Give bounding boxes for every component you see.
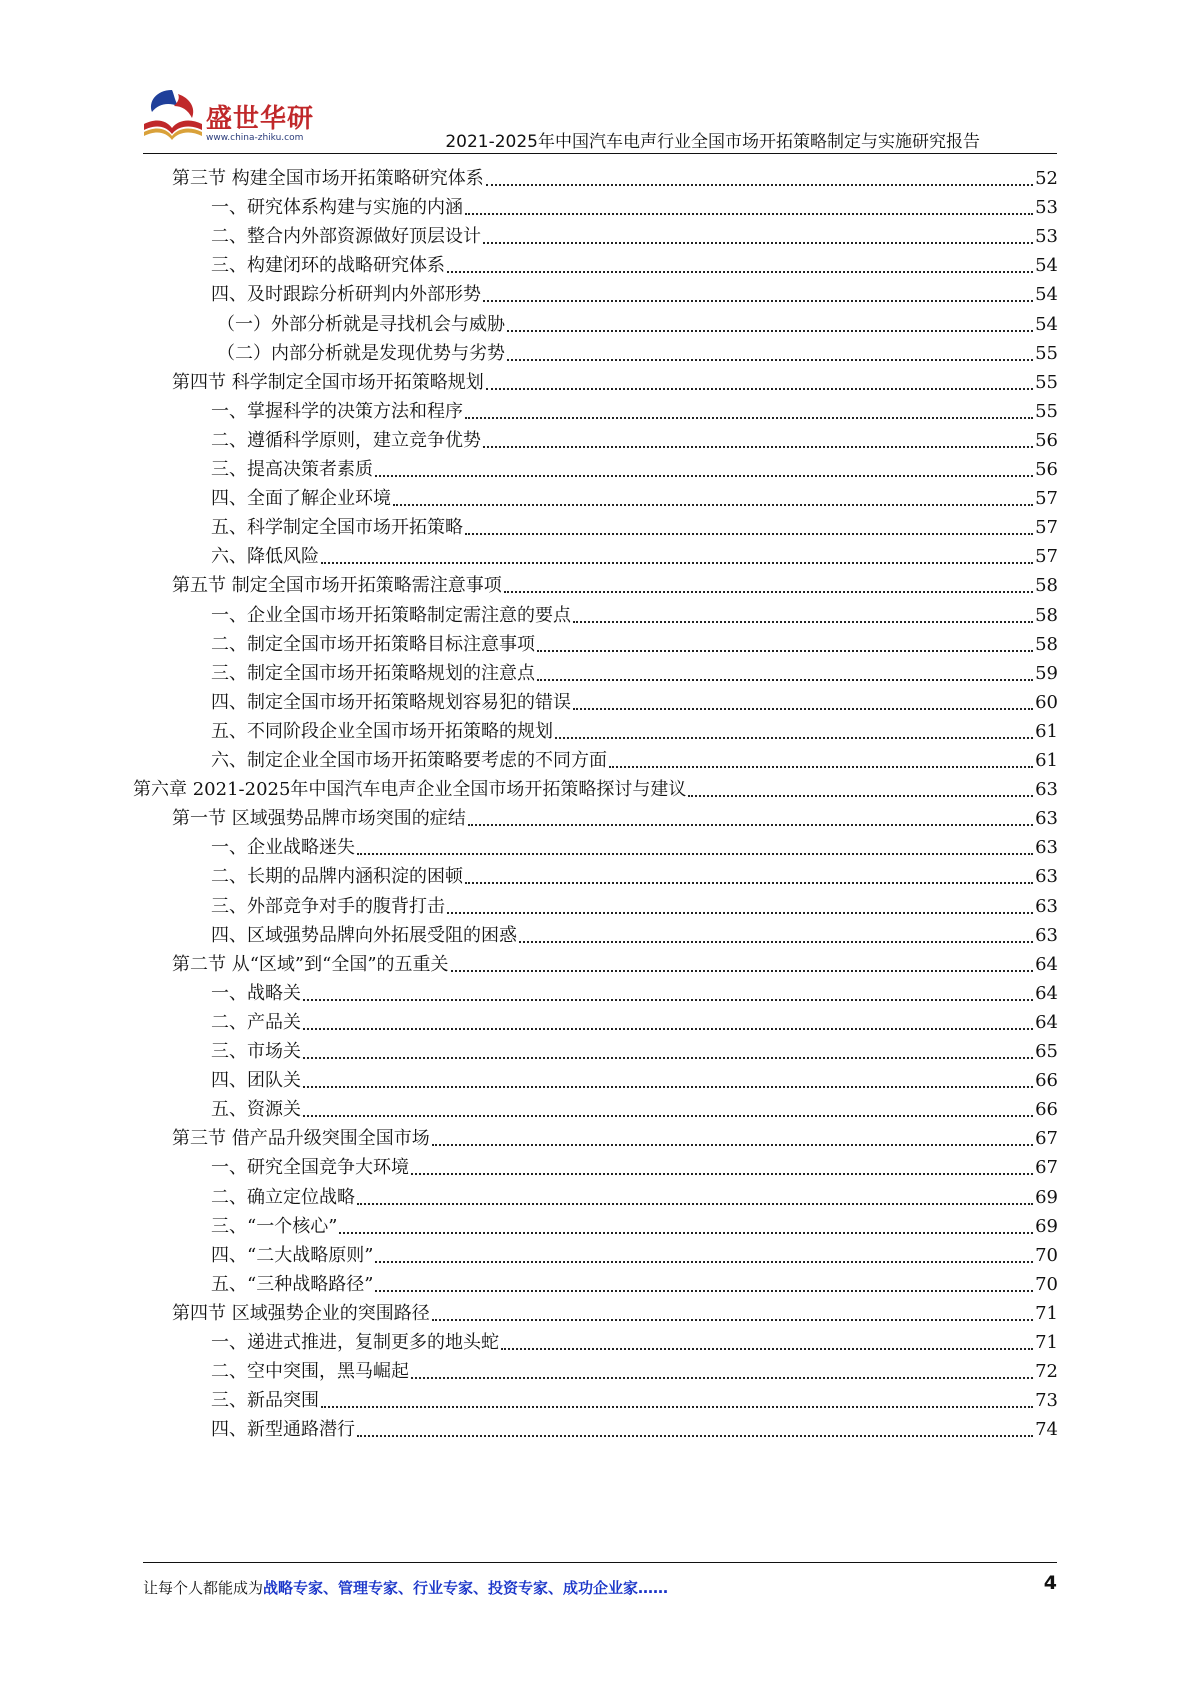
toc-entry-page: 63 [1035,808,1058,830]
toc-leader-dots [688,794,1033,797]
toc-leader-dots [483,241,1033,244]
toc-entry-label: 六、降低风险 [211,546,319,568]
toc-entry-label: 三、新品突围 [211,1390,319,1412]
toc-entry[interactable] [211,1065,1058,1096]
toc-entry-label: 二、制定全国市场开拓策略目标注意事项 [211,633,535,655]
toc-leader-dots [507,358,1033,361]
toc-entry[interactable] [172,163,1058,194]
toc-entry-page: 67 [1035,1157,1058,1179]
toc-entry[interactable] [211,978,1058,1009]
toc-entry[interactable] [172,949,1058,980]
toc-entry-label: 第三节 构建全国市场开拓策略研究体系 [172,168,484,189]
toc-entry-label: 第二节 从“区域”到“全国”的五重关 [172,953,449,975]
toc-leader-dots [609,765,1033,768]
toc-entry[interactable] [211,1327,1058,1358]
toc-entry[interactable] [211,192,1058,223]
toc-leader-dots [555,736,1033,739]
toc-entry[interactable] [211,512,1058,543]
toc-entry[interactable] [211,716,1058,747]
toc-entry[interactable] [172,803,1058,834]
toc-entry[interactable] [211,658,1058,689]
toc-leader-dots [486,183,1033,186]
toc-entry-page: 73 [1035,1390,1058,1412]
toc-entry-label: （一）外部分析就是寻找机会与威胁 [217,313,505,335]
toc-leader-dots [519,940,1033,943]
toc-entry-page: 56 [1035,429,1058,451]
toc-entry-page: 63 [1035,924,1058,946]
toc-leader-dots [447,911,1033,914]
book-logo-icon [138,84,206,144]
toc-entry[interactable] [211,832,1058,863]
toc-entry-label: （二）内部分析就是发现优势与劣势 [217,342,505,364]
toc-entry-label: 三、市场关 [211,1041,301,1062]
toc-entry-page: 63 [1035,895,1058,917]
toc-entry-page: 63 [1035,837,1058,859]
toc-entry-page: 66 [1035,1070,1058,1092]
toc-leader-dots [432,1143,1033,1146]
toc-entry-label: 六、制定企业全国市场开拓策略要考虑的不同方面 [211,750,607,771]
report-title: 2021-2025年中国汽车电声行业全国市场开拓策略制定与实施研究报告 [445,132,980,152]
toc-leader-dots [357,852,1033,855]
toc-entry-label: 四、全面了解企业环境 [211,488,391,510]
toc-entry-page: 61 [1035,750,1058,771]
toc-leader-dots [465,881,1033,884]
toc-entry[interactable] [211,1356,1058,1387]
toc-entry-page: 55 [1035,371,1058,393]
toc-leader-dots [375,1289,1033,1292]
toc-entry-page: 55 [1035,400,1058,422]
toc-leader-dots [303,1027,1033,1030]
toc-entry-label: 第四节 区域强势企业的突围路径 [172,1302,430,1324]
toc-entry-label: 一、研究体系构建与实施的内涵 [211,197,463,219]
toc-entry-page: 61 [1035,720,1058,742]
toc-entry-page: 58 [1035,604,1058,626]
toc-entry-page: 54 [1035,313,1058,335]
header-divider [143,153,1057,154]
toc-leader-dots [321,561,1033,564]
footer-divider [143,1562,1057,1563]
toc-entry[interactable] [172,1298,1058,1329]
company-logo [138,80,318,150]
toc-entry-page: 67 [1035,1128,1058,1150]
toc-entry-label: 第四节 科学制定全国市场开拓策略规划 [172,371,484,393]
toc-leader-dots [303,1114,1033,1117]
toc-entry-label: 四、及时跟踪分析研判内外部形势 [211,284,481,306]
logo-title: 盛世华研 [206,104,315,134]
toc-entry[interactable] [211,1240,1058,1271]
toc-entry-label: 四、新型通路潜行 [211,1419,355,1441]
toc-leader-dots [468,823,1033,826]
toc-entry-page: 57 [1035,517,1058,539]
toc-entry-page: 64 [1035,982,1058,1004]
toc-leader-dots [486,387,1033,390]
toc-entry-page: 57 [1035,488,1058,510]
toc-entry-page: 53 [1035,226,1058,248]
toc-entry[interactable] [211,1007,1058,1038]
footer-slogan [143,1577,668,1598]
toc-entry-label: 一、递进式推进，复制更多的地头蛇 [211,1332,499,1353]
toc-entry-label: 二、确立定位战略 [211,1186,355,1208]
toc-entry[interactable] [211,891,1058,922]
toc-entry-label: 二、长期的品牌内涵积淀的困顿 [211,866,463,888]
toc-leader-dots [447,270,1033,273]
toc-entry-page: 57 [1035,546,1058,568]
toc-leader-dots [375,1260,1033,1263]
toc-entry-page: 52 [1035,168,1058,189]
toc-entry[interactable] [172,367,1058,398]
toc-leader-dots [357,1434,1033,1437]
toc-leader-dots [465,416,1033,419]
toc-entry-page: 54 [1035,255,1058,277]
toc-leader-dots [451,969,1034,972]
toc-entry-label: 一、掌握科学的决策方法和程序 [211,400,463,422]
toc-entry[interactable] [211,1094,1058,1125]
toc-leader-dots [465,212,1033,215]
toc-entry[interactable] [211,483,1058,514]
toc-entry-page: 60 [1035,691,1058,713]
toc-entry[interactable] [211,1385,1058,1416]
toc-entry-label: 第五节 制定全国市场开拓策略需注意事项 [172,575,502,597]
toc-entry-label: 第三节 借产品升级突围全国市场 [172,1128,430,1150]
toc-entry-label: 五、资源关 [211,1099,301,1121]
toc-entry-page: 69 [1035,1215,1058,1237]
toc-entry-label: 一、企业战略迷失 [211,837,355,859]
toc-entry-page: 74 [1035,1419,1058,1441]
toc-leader-dots [321,1405,1033,1408]
toc-entry-page: 63 [1035,779,1058,801]
toc-entry-label: 三、“一个核心” [211,1215,338,1237]
toc-entry[interactable] [211,454,1058,485]
toc-leader-dots [411,1376,1033,1379]
toc-entry[interactable] [211,250,1058,281]
toc-entry-label: 四、团队关 [211,1070,301,1092]
toc-entry[interactable] [211,600,1058,631]
toc-entry[interactable] [172,570,1058,601]
toc-entry-page: 53 [1035,197,1058,219]
toc-entry-page: 63 [1035,866,1058,888]
toc-entry[interactable] [133,774,1058,805]
toc-entry[interactable] [211,687,1058,718]
toc-leader-dots [483,445,1033,448]
page-header [0,0,1191,150]
toc-entry-label: 第一节 区域强势品牌市场突围的症结 [172,808,466,830]
toc-entry-label: 五、不同阶段企业全国市场开拓策略的规划 [211,720,553,742]
toc-entry[interactable] [211,861,1058,892]
toc-entry-label: 三、外部竞争对手的腹背打击 [211,895,445,917]
footer-slogan-highlight: 战略专家、管理专家、行业专家、投资专家、成功企业家…… [263,1579,669,1597]
toc-entry-label: 四、“二大战略原则” [211,1244,374,1266]
toc-entry[interactable] [211,1182,1058,1213]
toc-leader-dots [339,1231,1033,1234]
toc-entry[interactable] [211,745,1058,776]
toc-leader-dots [432,1318,1033,1321]
toc-entry-label: 第六章 2021-2025年中国汽车电声企业全国市场开拓策略探讨与建议 [133,779,687,801]
toc-leader-dots [393,503,1033,506]
toc-entry-page: 71 [1035,1332,1058,1353]
toc-entry[interactable] [211,1036,1058,1067]
toc-entry-page: 58 [1035,633,1058,655]
toc-entry-page: 71 [1035,1302,1058,1324]
toc-entry-label: 三、构建闭环的战略研究体系 [211,255,445,277]
toc-entry-page: 58 [1035,575,1058,597]
toc-entry[interactable] [211,629,1058,660]
toc-entry-page: 70 [1035,1273,1058,1295]
page-number: 4 [1043,1572,1057,1594]
toc-entry-label: 二、产品关 [211,1011,301,1033]
toc-entry[interactable] [172,1123,1058,1154]
toc-leader-dots [357,1202,1033,1205]
toc-entry-label: 三、提高决策者素质 [211,459,373,480]
toc-entry[interactable] [211,1211,1058,1242]
toc-entry-page: 70 [1035,1244,1058,1266]
toc-leader-dots [303,998,1033,1001]
toc-entry[interactable] [211,396,1058,427]
toc-entry[interactable] [211,221,1058,252]
toc-leader-dots [504,590,1033,593]
toc-leader-dots [537,678,1033,681]
toc-leader-dots [375,474,1033,477]
toc-entry[interactable] [211,541,1058,572]
toc-entry-label: 一、企业全国市场开拓策略制定需注意的要点 [211,604,571,626]
toc-entry-label: 一、战略关 [211,982,301,1004]
toc-entry-label: 四、区域强势品牌向外拓展受阻的困惑 [211,924,517,946]
toc-leader-dots [537,649,1033,652]
toc-entry-page: 64 [1035,1011,1058,1033]
logo-url: www.china-zhiku.com [206,133,304,143]
toc-entry-page: 59 [1035,662,1058,684]
toc-entry-page: 64 [1035,953,1058,975]
toc-leader-dots [303,1085,1033,1088]
toc-entry-label: 三、制定全国市场开拓策略规划的注意点 [211,662,535,684]
toc-entry[interactable] [211,1152,1058,1183]
footer-slogan-prefix: 让每个人都能成为 [143,1579,264,1597]
toc-entry-page: 72 [1035,1361,1058,1383]
toc-entry-page: 69 [1035,1186,1058,1208]
toc-leader-dots [507,329,1033,332]
toc-leader-dots [465,532,1033,535]
toc-entry-label: 二、整合内外部资源做好顶层设计 [211,226,481,248]
toc-entry-page: 56 [1035,459,1058,480]
toc-entry-page: 55 [1035,342,1058,364]
toc-entry[interactable] [211,1269,1058,1300]
toc-entry-label: 四、制定全国市场开拓策略规划容易犯的错误 [211,691,571,713]
toc-entry-label: 二、空中突围，黑马崛起 [211,1361,409,1383]
toc-leader-dots [303,1056,1033,1059]
toc-entry[interactable] [211,1414,1058,1445]
toc-entry-page: 66 [1035,1099,1058,1121]
toc-leader-dots [483,299,1033,302]
toc-entry[interactable] [217,338,1058,369]
toc-entry[interactable] [211,279,1058,310]
toc-leader-dots [573,707,1033,710]
toc-entry-label: 五、“三种战略路径” [211,1273,374,1295]
toc-entry[interactable] [211,425,1058,456]
toc-leader-dots [573,620,1033,623]
toc-entry[interactable] [211,920,1058,951]
toc-entry-page: 54 [1035,284,1058,306]
toc-entry-label: 五、科学制定全国市场开拓策略 [211,517,463,539]
toc-entry[interactable] [217,309,1058,340]
toc-entry-label: 一、研究全国竞争大环境 [211,1157,409,1179]
toc-leader-dots [411,1172,1033,1175]
toc-leader-dots [501,1347,1033,1350]
toc-entry-label: 二、遵循科学原则，建立竞争优势 [211,429,481,451]
toc-entry-page: 65 [1035,1041,1058,1062]
